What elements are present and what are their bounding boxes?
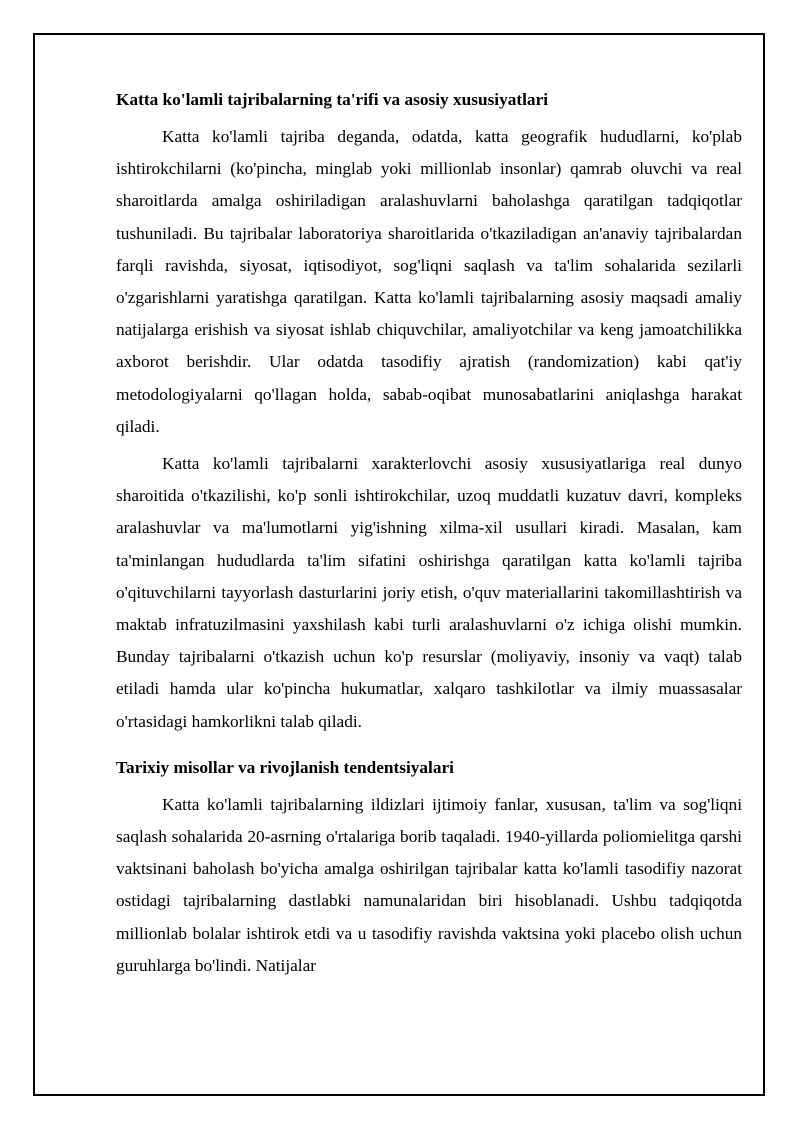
paragraph-history: Katta ko'lamli tajribalarning ildizlari ijtimoiy fanlar, xususan, ta'lim va sog'liqni saqlash sohalarida 20-asrning o'rtalariga borib taqaladi. 1940-yillarda poliomielitga qarshi vaktsinani baholash bo'yicha amalga oshirilgan tajribalar katta ko'lamli tasodifiy nazorat ostidagi tajribalarning dastlabki namunalaridan biri hisoblanadi. Ushbu tadqiqotda millionlab bolalar ishtirok etdi va u tasodifiy ravishda vaktsina yoki placebo olish uchun guruhlarga bo'lindi. Natijalar bbox=[116, 794, 742, 975]
paragraph-definition: Katta ko'lamli tajriba deganda, odatda, katta geografik hududlarni, ko'plab ishtirokchilarni (ko'pincha, minglab yoki millionlab insonlar) qamrab oluvchi va real sharoitlarda amalga oshiriladigan aralashuvlarni baholashga qaratilgan tadqiqotlar tushuniladi. Bu tajribalar laboratoriya sharoitlarida o'tkaziladigan an'anaviy tajribalardan farqli ravishda, siyosat, iqtisodiyot, sog'liqni saqlash va ta'lim sohalarida sezilarli o'zgarishlarni yaratishga qaratilgan. Katta ko'lamli tajribalarning asosiy maqsadi amaliy natijalarga erishish va siyosat ishlab chiquvchilar, amaliyotchilar va keng jamoatchilikka axborot berishdir. Ular odatda tasodifiy ajratish (randomization) kabi qat'iy metodologiyalarni qo'llagan holda, sabab-oqibat munosabatlarini aniqlashga harakat qiladi. bbox=[116, 127, 742, 436]
document-body bbox=[116, 84, 742, 987]
section-heading-definition: Katta ko'lamli tajribalarning ta'rifi va asosiy xususiyatlari bbox=[116, 90, 549, 109]
paragraph-characteristics: Katta ko'lamli tajribalarni xarakterlovchi asosiy xususiyatlariga real dunyo sharoitida o'tkazilishi, ko'p sonli ishtirokchilar, uzoq muddatli kuzatuv davri, kompleks aralashuvlar va ma'lumotlarni yig'ishning xilma-xil usullari kiradi. Masalan, kam ta'minlangan hududlarda ta'lim sifatini oshirishga qaratilgan katta ko'lamli tajriba o'qituvchilarni tayyorlash dasturlarini joriy etish, o'quv materiallarini takomillashtirish va maktab infratuzilmasini yaxshilash kabi turli aralashuvlarni o'z ichiga olishi mumkin. Bunday tajribalarni o'tkazish uchun ko'p resurslar (moliyaviy, insoniy va vaqt) talab etiladi hamda ular ko'pincha hukumatlar, xalqaro tashkilotlar va ilmiy muassasalar o'rtasidagi hamkorlikni talab qiladi. bbox=[116, 454, 742, 731]
section-heading-history: Tarixiy misollar va rivojlanish tendentsiyalari bbox=[116, 757, 454, 777]
